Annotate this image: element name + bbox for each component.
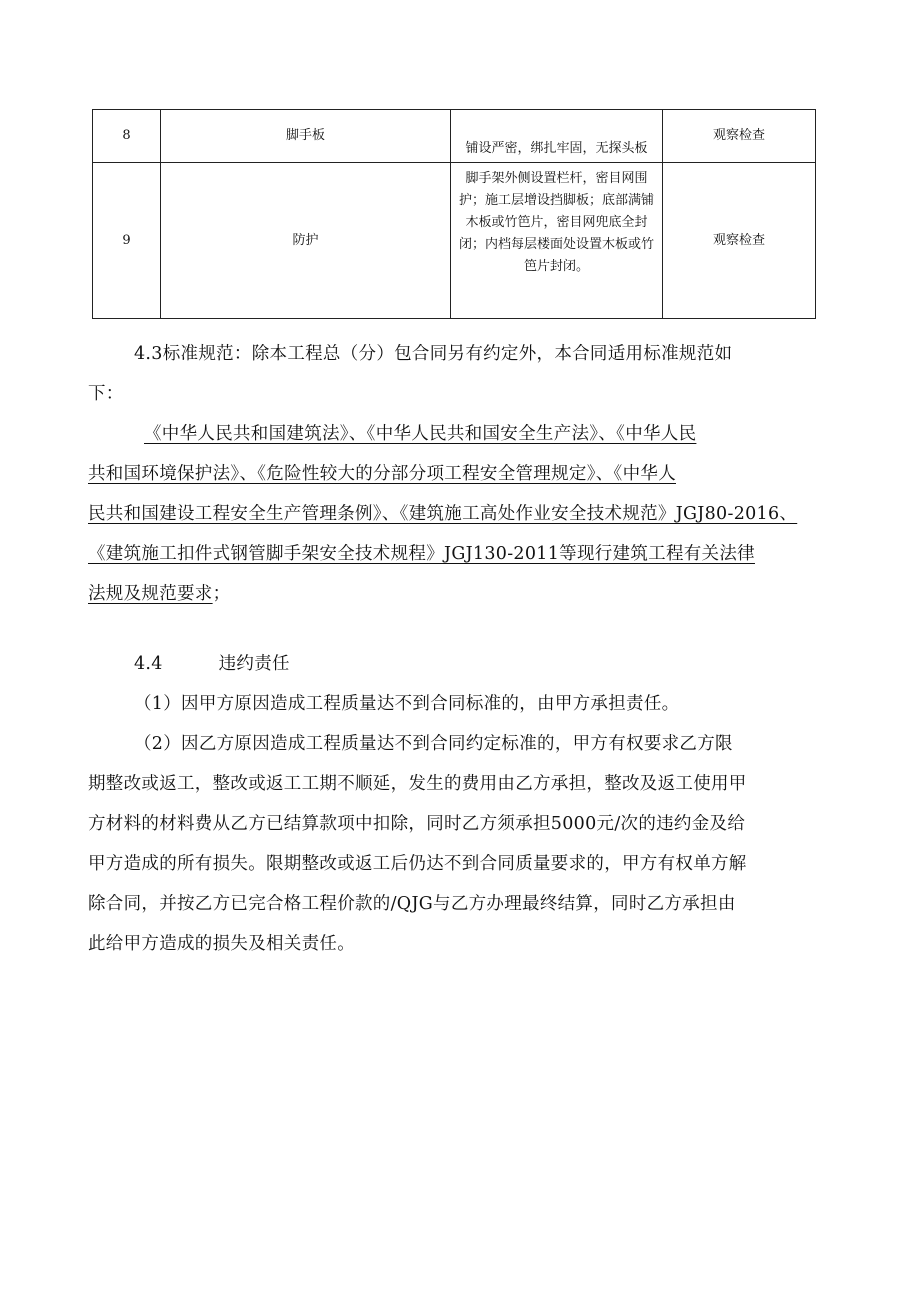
liability-item-2-line: 方材料的材料费从乙方已结算款项中扣除，同时乙方须承担5000元/次的违约金及给 <box>88 814 746 834</box>
table-row <box>93 110 816 163</box>
standards-list <box>88 414 830 614</box>
liability-item-2-line: 期整改或返工，整改或返工工期不顺延，发生的费用由乙方承担，整改及返工使用甲 <box>88 774 747 794</box>
requirement-line: 脚手架外侧设置栏杆，密目网围 <box>465 171 648 186</box>
standards-line: 法规及规范要求 <box>88 584 213 604</box>
liability-item-2 <box>88 724 830 964</box>
standards-end-punct: ； <box>212 584 231 604</box>
standards-line: 民共和国建设工程安全生产管理条例》、《建筑施工高处作业安全技术规范》JGJ80-2016、 <box>88 504 798 524</box>
requirement-line: 闭；内档每层楼面处设置木板或竹 <box>458 237 654 252</box>
row-requirement <box>451 163 663 319</box>
requirement-line: 木板或竹笆片，密目网兜底全封 <box>465 215 648 230</box>
requirement-line: 铺设严密，绑扎牢固，无探头板 <box>465 141 648 156</box>
row-item: 脚手板 <box>161 110 451 163</box>
row-method: 观察检查 <box>663 163 816 319</box>
section-title: 违约责任 <box>218 654 290 674</box>
liability-item-1-text: （1）因甲方原因造成工程质量达不到合同标准的，由甲方承担责任。 <box>134 694 680 714</box>
liability-item-1 <box>88 684 830 724</box>
section-4-3-line: 下： <box>88 384 124 404</box>
liability-item-2-line: 甲方造成的所有损失。限期整改或返工后仍达不到合同质量要求的，甲方有权单方解 <box>88 854 747 874</box>
row-requirement <box>451 110 663 163</box>
liability-item-2-line: 除合同，并按乙方已完合格工程价款的/QJG与乙方办理最终结算，同时乙方承担由 <box>88 894 736 914</box>
standards-line: 《建筑施工扣件式钢管脚手架安全技术规程》JGJ130-2011等现行建筑工程有关法律 <box>88 544 755 564</box>
liability-item-2-line: （2）因乙方原因造成工程质量达不到合同约定标准的，甲方有权要求乙方限 <box>134 734 733 754</box>
row-method: 观察检查 <box>663 110 816 163</box>
requirement-line: 护；施工层增设挡脚板；底部满铺 <box>458 193 654 208</box>
inspection-table <box>92 109 816 319</box>
section-number: 4.4 <box>134 654 163 674</box>
table-row <box>93 163 816 319</box>
row-number: 8 <box>93 110 161 163</box>
row-number: 9 <box>93 163 161 319</box>
standards-line: 共和国环境保护法》、《危险性较大的分部分项工程安全管理规定》、《中华人 <box>88 464 676 484</box>
section-4-3-intro <box>88 334 830 414</box>
section-4-3-line: 4.3标准规范：除本工程总（分）包合同另有约定外，本合同适用标准规范如 <box>134 344 733 364</box>
section-4-4-heading <box>88 644 830 684</box>
row-item: 防护 <box>161 163 451 319</box>
requirement-line: 笆片封闭。 <box>523 259 589 274</box>
liability-item-2-line: 此给甲方造成的损失及相关责任。 <box>88 934 355 954</box>
standards-line: 《中华人民共和国建筑法》、《中华人民共和国安全生产法》、《中华人民 <box>144 424 697 444</box>
